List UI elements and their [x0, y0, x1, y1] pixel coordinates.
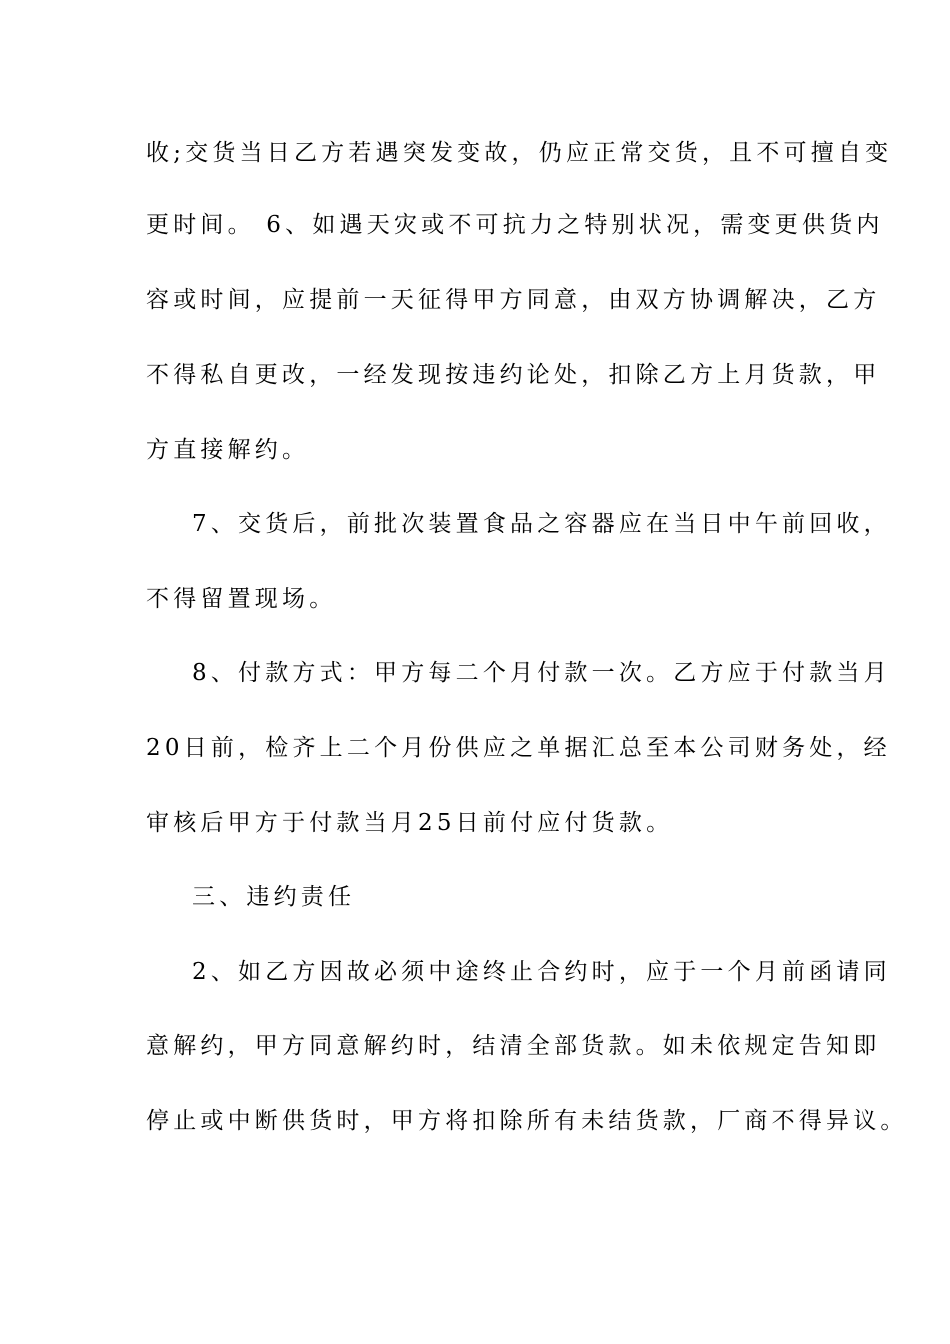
paragraph-line: 收;交货当日乙方若遇突发变故，仍应正常交货，且不可擅自变: [146, 140, 893, 166]
paragraph-line: 8、付款方式：甲方每二个月付款一次。乙方应于付款当月: [192, 660, 891, 686]
paragraph-line: 方直接解约。: [146, 437, 310, 463]
section-heading: 三、违约责任: [192, 884, 356, 910]
paragraph-line: 容或时间，应提前一天征得甲方同意，由双方协调解决，乙方: [146, 287, 881, 313]
paragraph-line: 7、交货后，前批次装置食品之容器应在当日中午前回收，: [192, 511, 891, 537]
paragraph-line: 2、如乙方因故必须中途终止合约时，应于一个月前函请同: [192, 959, 891, 985]
paragraph-line: 停止或中断供货时，甲方将扣除所有未结货款，厂商不得异议。: [146, 1108, 908, 1134]
paragraph-line: 更时间。 6、如遇天灾或不可抗力之特别状况，需变更供货内: [146, 212, 884, 238]
paragraph-line: 20日前，检齐上二个月份供应之单据汇总至本公司财务处，经: [146, 735, 891, 761]
paragraph-line: 不得私自更改，一经发现按违约论处，扣除乙方上月货款，甲: [146, 362, 881, 388]
paragraph-line: 不得留置现场。: [146, 586, 337, 612]
paragraph-line: 意解约，甲方同意解约时，结清全部货款。如未依规定告知即: [146, 1033, 881, 1059]
paragraph-line: 审核后甲方于付款当月25日前付应付货款。: [146, 810, 674, 836]
